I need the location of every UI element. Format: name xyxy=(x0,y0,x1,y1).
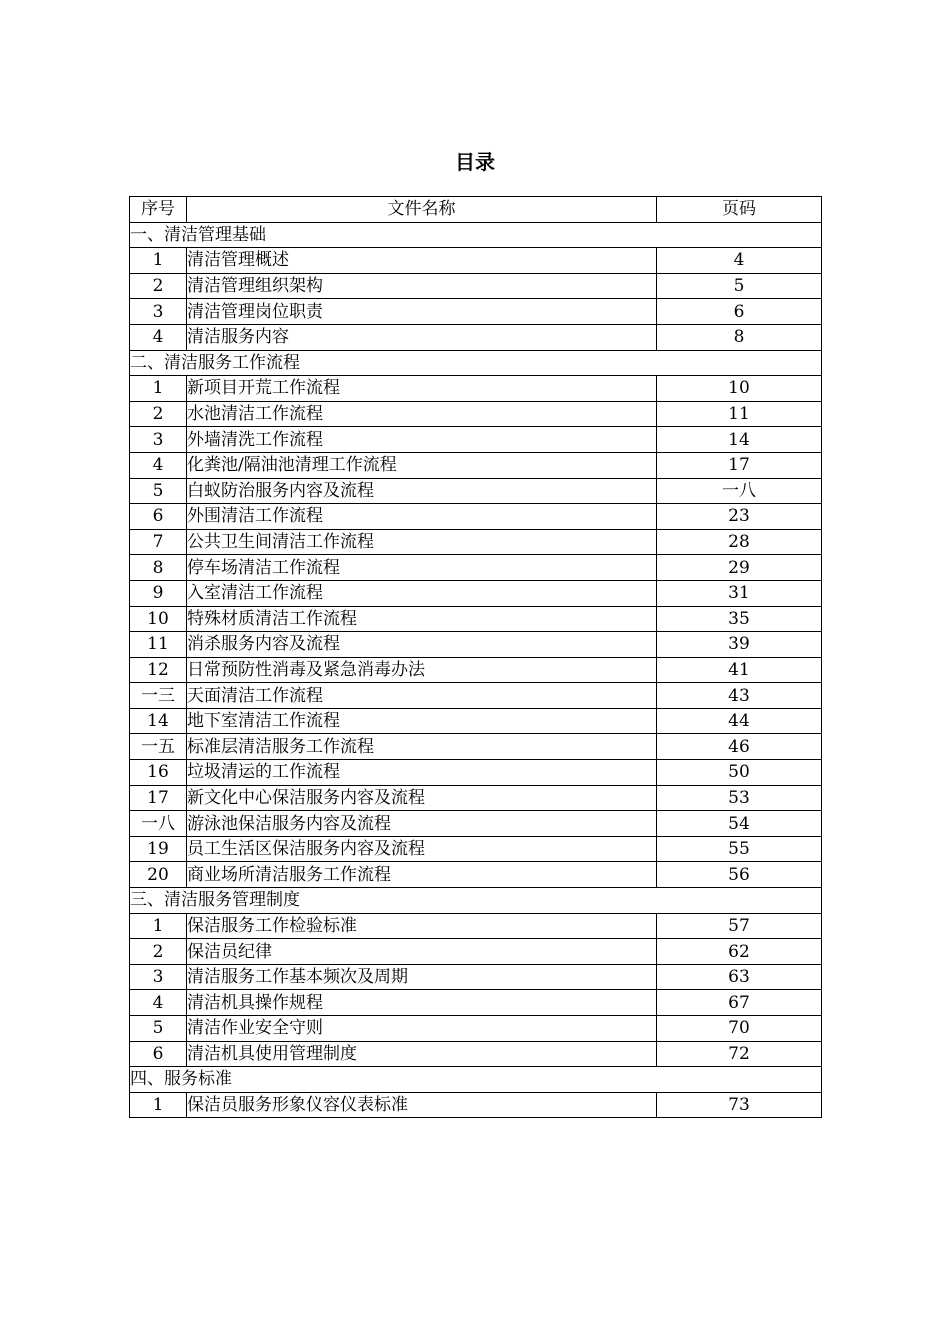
toc-header-row xyxy=(130,197,822,223)
toc-entry-row xyxy=(130,990,822,1016)
section-row xyxy=(130,888,822,914)
entry-number: 一八 xyxy=(130,811,187,837)
entry-number: 9 xyxy=(130,580,187,606)
entry-number: 2 xyxy=(130,939,187,965)
entry-name: 特殊材质清洁工作流程 xyxy=(187,606,657,632)
entry-page: 17 xyxy=(657,452,822,478)
entry-number: 3 xyxy=(130,964,187,990)
toc-entry-row xyxy=(130,427,822,453)
toc-entry-row xyxy=(130,452,822,478)
section-title: 四、服务标准 xyxy=(130,1067,822,1093)
toc-entry-row xyxy=(130,811,822,837)
entry-page: 50 xyxy=(657,760,822,786)
entry-page: 28 xyxy=(657,529,822,555)
toc-entry-row xyxy=(130,401,822,427)
entry-number: 20 xyxy=(130,862,187,888)
entry-number: 10 xyxy=(130,606,187,632)
toc-entry-row xyxy=(130,580,822,606)
toc-entry-row xyxy=(130,529,822,555)
entry-page: 31 xyxy=(657,580,822,606)
entry-name: 清洁机具操作规程 xyxy=(187,990,657,1016)
entry-name: 垃圾清运的工作流程 xyxy=(187,760,657,786)
entry-number: 1 xyxy=(130,1092,187,1118)
entry-name: 员工生活区保洁服务内容及流程 xyxy=(187,836,657,862)
toc-entry-row xyxy=(130,836,822,862)
entry-name: 商业场所清洁服务工作流程 xyxy=(187,862,657,888)
entry-page: 46 xyxy=(657,734,822,760)
header-page: 页码 xyxy=(657,197,822,223)
toc-entry-row xyxy=(130,478,822,504)
entry-page: 44 xyxy=(657,708,822,734)
toc-entry-row xyxy=(130,248,822,274)
entry-name: 游泳池保洁服务内容及流程 xyxy=(187,811,657,837)
entry-name: 保洁员服务形象仪容仪表标准 xyxy=(187,1092,657,1118)
entry-number: 一三 xyxy=(130,683,187,709)
toc-entry-row xyxy=(130,657,822,683)
section-row xyxy=(130,222,822,248)
entry-name: 清洁服务内容 xyxy=(187,324,657,350)
entry-number: 4 xyxy=(130,324,187,350)
entry-name: 清洁管理概述 xyxy=(187,248,657,274)
entry-name: 保洁员纪律 xyxy=(187,939,657,965)
entry-name: 消杀服务内容及流程 xyxy=(187,632,657,658)
toc-entry-row xyxy=(130,1016,822,1042)
header-seq: 序号 xyxy=(130,197,187,223)
toc-body xyxy=(130,222,822,1118)
toc-entry-row xyxy=(130,632,822,658)
entry-page: 11 xyxy=(657,401,822,427)
entry-page: 23 xyxy=(657,504,822,530)
toc-entry-row xyxy=(130,683,822,709)
toc-entry-row xyxy=(130,1041,822,1067)
toc-entry-row xyxy=(130,324,822,350)
entry-page: 56 xyxy=(657,862,822,888)
entry-name: 地下室清洁工作流程 xyxy=(187,708,657,734)
entry-name: 清洁机具使用管理制度 xyxy=(187,1041,657,1067)
entry-page: 41 xyxy=(657,657,822,683)
toc-table xyxy=(129,196,822,1118)
entry-page: 10 xyxy=(657,376,822,402)
entry-page: 70 xyxy=(657,1016,822,1042)
section-title: 二、清洁服务工作流程 xyxy=(130,350,822,376)
entry-page: 67 xyxy=(657,990,822,1016)
entry-name: 保洁服务工作检验标准 xyxy=(187,913,657,939)
entry-number: 1 xyxy=(130,376,187,402)
toc-entry-row xyxy=(130,734,822,760)
entry-number: 8 xyxy=(130,555,187,581)
entry-page: 72 xyxy=(657,1041,822,1067)
entry-name: 新项目开荒工作流程 xyxy=(187,376,657,402)
toc-entry-row xyxy=(130,708,822,734)
entry-page: 63 xyxy=(657,964,822,990)
toc-entry-row xyxy=(130,862,822,888)
entry-page: 一八 xyxy=(657,478,822,504)
entry-number: 12 xyxy=(130,657,187,683)
entry-name: 停车场清洁工作流程 xyxy=(187,555,657,581)
entry-name: 水池清洁工作流程 xyxy=(187,401,657,427)
entry-number: 16 xyxy=(130,760,187,786)
entry-page: 54 xyxy=(657,811,822,837)
entry-page: 8 xyxy=(657,324,822,350)
entry-number: 5 xyxy=(130,1016,187,1042)
section-title: 一、清洁管理基础 xyxy=(130,222,822,248)
entry-number: 1 xyxy=(130,913,187,939)
entry-name: 新文化中心保洁服务内容及流程 xyxy=(187,785,657,811)
toc-entry-row xyxy=(130,760,822,786)
section-row xyxy=(130,350,822,376)
page-title: 目录 xyxy=(455,150,495,174)
entry-number: 1 xyxy=(130,248,187,274)
toc-entry-row xyxy=(130,504,822,530)
section-row xyxy=(130,1067,822,1093)
entry-name: 白蚁防治服务内容及流程 xyxy=(187,478,657,504)
entry-page: 55 xyxy=(657,836,822,862)
entry-number: 2 xyxy=(130,273,187,299)
entry-number: 6 xyxy=(130,1041,187,1067)
entry-number: 3 xyxy=(130,299,187,325)
entry-number: 一五 xyxy=(130,734,187,760)
entry-page: 39 xyxy=(657,632,822,658)
toc-entry-row xyxy=(130,555,822,581)
entry-page: 4 xyxy=(657,248,822,274)
toc-entry-row xyxy=(130,299,822,325)
entry-name: 清洁管理组织架构 xyxy=(187,273,657,299)
entry-name: 外墙清洗工作流程 xyxy=(187,427,657,453)
entry-number: 3 xyxy=(130,427,187,453)
header-name: 文件名称 xyxy=(187,197,657,223)
entry-number: 4 xyxy=(130,452,187,478)
entry-name: 化粪池/隔油池清理工作流程 xyxy=(187,452,657,478)
entry-number: 19 xyxy=(130,836,187,862)
toc-entry-row xyxy=(130,606,822,632)
entry-page: 62 xyxy=(657,939,822,965)
entry-name: 外围清洁工作流程 xyxy=(187,504,657,530)
toc-entry-row xyxy=(130,785,822,811)
entry-number: 17 xyxy=(130,785,187,811)
section-title: 三、清洁服务管理制度 xyxy=(130,888,822,914)
entry-number: 11 xyxy=(130,632,187,658)
entry-number: 14 xyxy=(130,708,187,734)
entry-page: 53 xyxy=(657,785,822,811)
entry-page: 29 xyxy=(657,555,822,581)
entry-page: 35 xyxy=(657,606,822,632)
entry-name: 日常预防性消毒及紧急消毒办法 xyxy=(187,657,657,683)
entry-name: 清洁作业安全守则 xyxy=(187,1016,657,1042)
entry-name: 清洁服务工作基本频次及周期 xyxy=(187,964,657,990)
entry-name: 入室清洁工作流程 xyxy=(187,580,657,606)
entry-number: 6 xyxy=(130,504,187,530)
entry-page: 57 xyxy=(657,913,822,939)
entry-number: 5 xyxy=(130,478,187,504)
entry-page: 43 xyxy=(657,683,822,709)
entry-number: 4 xyxy=(130,990,187,1016)
entry-number: 2 xyxy=(130,401,187,427)
entry-name: 标准层清洁服务工作流程 xyxy=(187,734,657,760)
toc-entry-row xyxy=(130,964,822,990)
entry-number: 7 xyxy=(130,529,187,555)
entry-page: 6 xyxy=(657,299,822,325)
entry-name: 公共卫生间清洁工作流程 xyxy=(187,529,657,555)
entry-page: 73 xyxy=(657,1092,822,1118)
entry-name: 天面清洁工作流程 xyxy=(187,683,657,709)
toc-entry-row xyxy=(130,1092,822,1118)
toc-entry-row xyxy=(130,273,822,299)
toc-entry-row xyxy=(130,376,822,402)
entry-name: 清洁管理岗位职责 xyxy=(187,299,657,325)
toc-entry-row xyxy=(130,913,822,939)
entry-page: 5 xyxy=(657,273,822,299)
entry-page: 14 xyxy=(657,427,822,453)
toc-entry-row xyxy=(130,939,822,965)
